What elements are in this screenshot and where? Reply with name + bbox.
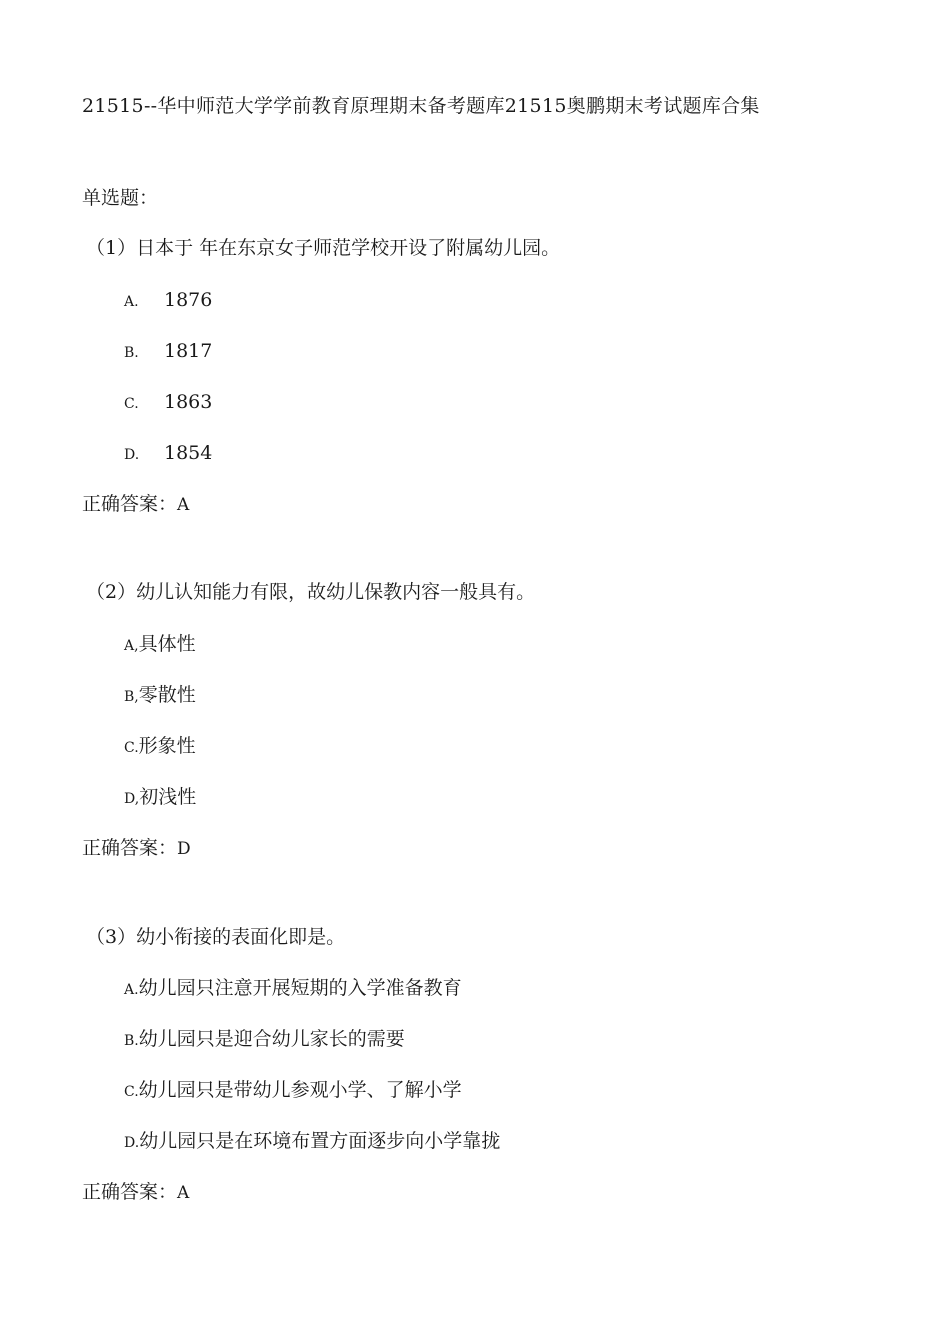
question-3-option-a <box>124 976 462 1002</box>
question-2-option-c <box>124 734 196 760</box>
option-text: 具体性 <box>138 633 196 655</box>
option-text: 初浅性 <box>139 786 197 808</box>
question-3-option-d <box>124 1129 500 1155</box>
question-2-text: （2）幼儿认知能力有限，故幼儿保教内容一般具有。 <box>86 581 536 603</box>
option-letter: C. <box>124 740 139 756</box>
question-1-option-b <box>124 339 212 365</box>
answer-value: D <box>177 839 191 859</box>
answer-value: A <box>177 1183 190 1203</box>
answer-label: 正确答案： <box>82 493 178 515</box>
question-2-answer <box>82 836 191 861</box>
answer-label: 正确答案： <box>82 837 178 859</box>
option-letter: C. <box>124 396 139 412</box>
question-2-option-d <box>124 785 196 811</box>
option-letter: B, <box>124 689 139 705</box>
question-1-option-c <box>124 390 212 416</box>
option-letter: B. <box>124 1033 139 1049</box>
question-1-text: （1）日本于 年在东京女子师范学校开设了附属幼儿园。 <box>86 237 561 259</box>
question-1-option-a <box>124 288 212 314</box>
answer-label: 正确答案： <box>82 1181 178 1203</box>
option-text: 1817 <box>164 340 213 362</box>
option-letter: B. <box>124 345 139 361</box>
option-letter: A, <box>124 638 139 654</box>
option-text: 幼儿园只是迎合幼儿家长的需要 <box>138 1028 405 1050</box>
question-1-option-d <box>124 441 212 467</box>
answer-value: A <box>177 495 190 515</box>
question-3-text: （3）幼小衔接的表面化即是。 <box>86 926 346 948</box>
option-letter: D, <box>124 791 140 807</box>
option-text: 1854 <box>164 442 213 464</box>
question-2-option-a <box>124 632 196 658</box>
option-text: 1876 <box>164 289 213 311</box>
question-2-option-b <box>124 683 196 709</box>
option-text: 形象性 <box>138 735 196 757</box>
option-text: 幼儿园只注意开展短期的入学准备教育 <box>138 977 462 999</box>
option-letter: C. <box>124 1084 139 1100</box>
document-title: 21515--华中师范大学学前教育原理期末备考题库21515奥鹏期末考试题库合集 <box>82 95 760 117</box>
question-3-option-c <box>124 1078 462 1104</box>
option-letter: D. <box>124 1135 140 1151</box>
option-text: 零散性 <box>138 684 196 706</box>
section-heading: 单选题： <box>82 187 159 209</box>
option-text: 幼儿园只是带幼儿参观小学、了解小学 <box>138 1079 462 1101</box>
option-text: 1863 <box>164 391 213 413</box>
option-letter: A. <box>124 294 139 310</box>
option-letter: A. <box>124 982 139 998</box>
question-3-option-b <box>124 1027 405 1053</box>
question-1-answer <box>82 492 189 517</box>
question-3-answer <box>82 1180 189 1205</box>
option-letter: D. <box>124 447 140 463</box>
option-text: 幼儿园只是在环境布置方面逐步向小学靠拢 <box>139 1130 501 1152</box>
